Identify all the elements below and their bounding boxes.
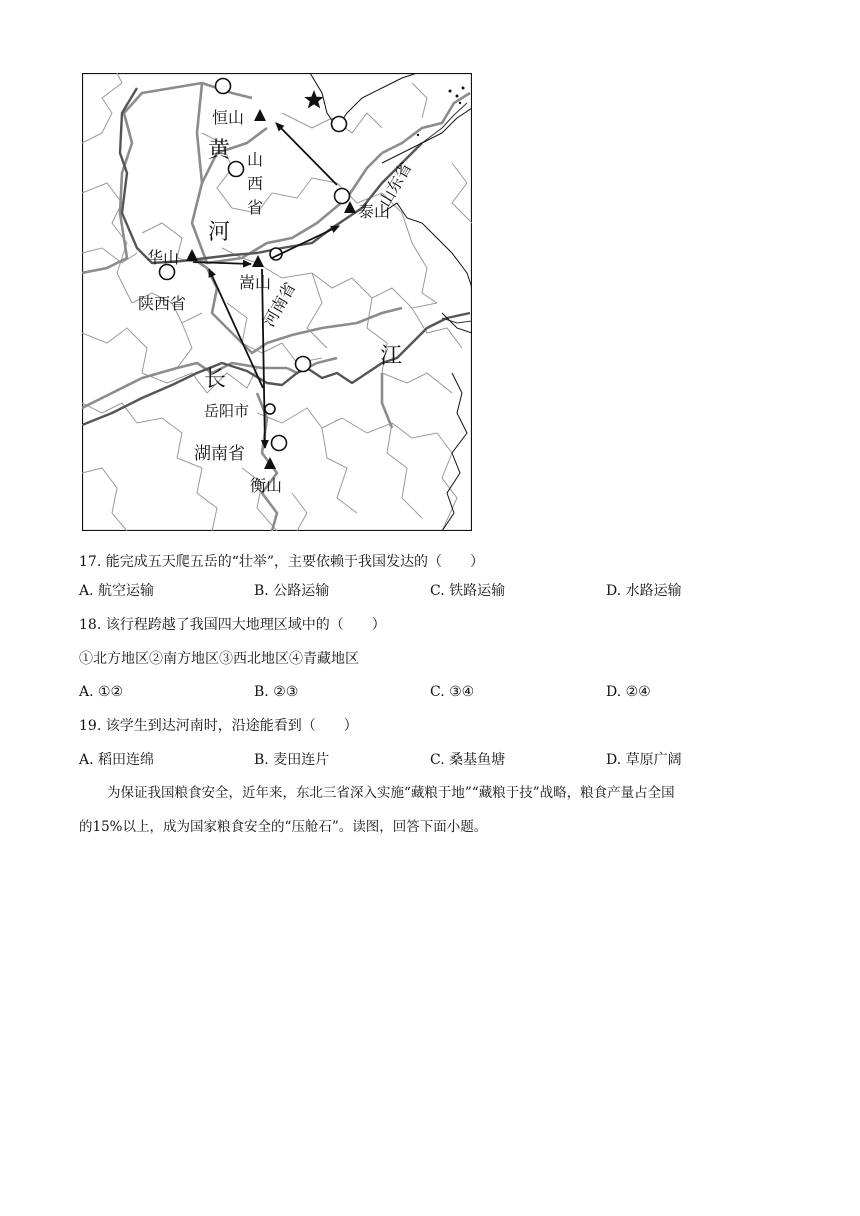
label-yueyang: 岳阳市 [204, 402, 250, 420]
city-circle [335, 189, 350, 204]
label-jiang: 江 [380, 344, 403, 369]
label-hengshan-north: 恒山 [212, 108, 245, 127]
q17-option-b[interactable]: B. 公路运输 [254, 583, 330, 599]
passage-line-2: 的15%以上，成为国家粮食安全的“压舱石”。读图，回答下面小题。 [79, 819, 488, 835]
label-henan: 河南省 [259, 278, 300, 330]
q19-option-a[interactable]: A. 稻田连绵 [79, 752, 155, 768]
city-circle [229, 162, 244, 177]
passage-line-1-text: 为保证我国粮食安全，近年来，东北三省深入实施“藏粮于地”“藏粮于技”战略，粮食产量占全国 [107, 785, 675, 801]
label-huashan: 华山 [147, 248, 180, 267]
label-shaanxi: 陕西省 [138, 294, 187, 313]
q17-option-a[interactable]: A. 航空运输 [79, 583, 155, 599]
city-circle [332, 117, 347, 132]
passage [79, 776, 779, 844]
label-shanxi-2: 西 [247, 174, 264, 193]
label-hengshan-south: 衡山 [250, 476, 283, 495]
q18-option-a[interactable]: A. ①② [79, 684, 124, 700]
q18-option-b[interactable]: B. ②③ [254, 684, 299, 700]
q18-option-d[interactable]: D. ②④ [606, 684, 651, 700]
city-circle [216, 79, 231, 94]
question-18-stem: 18. 该行程跨越了我国四大地理区域中的（ ） [79, 617, 386, 633]
q18-option-c[interactable]: C. ③④ [430, 684, 475, 700]
city-circle [296, 357, 311, 372]
city-circle-small [265, 404, 275, 414]
label-hunan: 湖南省 [194, 444, 245, 464]
question-18-choices: ①北方地区②南方地区③西北地区④青藏地区 [79, 651, 359, 667]
label-shanxi-1: 山 [247, 150, 264, 169]
q19-option-c[interactable]: C. 桑基鱼塘 [430, 752, 506, 768]
label-chang: 长 [204, 367, 227, 392]
label-shanxi-3: 省 [247, 198, 264, 217]
q19-option-d[interactable]: D. 草原广阔 [606, 752, 682, 768]
q17-option-c[interactable]: C. 铁路运输 [430, 583, 506, 599]
label-shandong: 山东省 [375, 158, 416, 210]
label-huang: 黄 [208, 138, 231, 163]
q17-option-d[interactable]: D. 水路运输 [606, 583, 682, 599]
route-map [82, 73, 472, 531]
question-17-stem: 17. 能完成五天爬五岳的“壮举”，主要依赖于我国发达的（ ） [79, 554, 485, 570]
passage-line-1 [79, 776, 779, 810]
label-songshan: 嵩山 [239, 273, 272, 292]
label-taishan: 泰山 [358, 202, 391, 221]
city-circle [272, 436, 287, 451]
label-he: 河 [208, 220, 231, 245]
q19-option-b[interactable]: B. 麦田连片 [254, 752, 330, 768]
question-19-stem: 19. 该学生到达河南时，沿途能看到（ ） [79, 718, 358, 734]
